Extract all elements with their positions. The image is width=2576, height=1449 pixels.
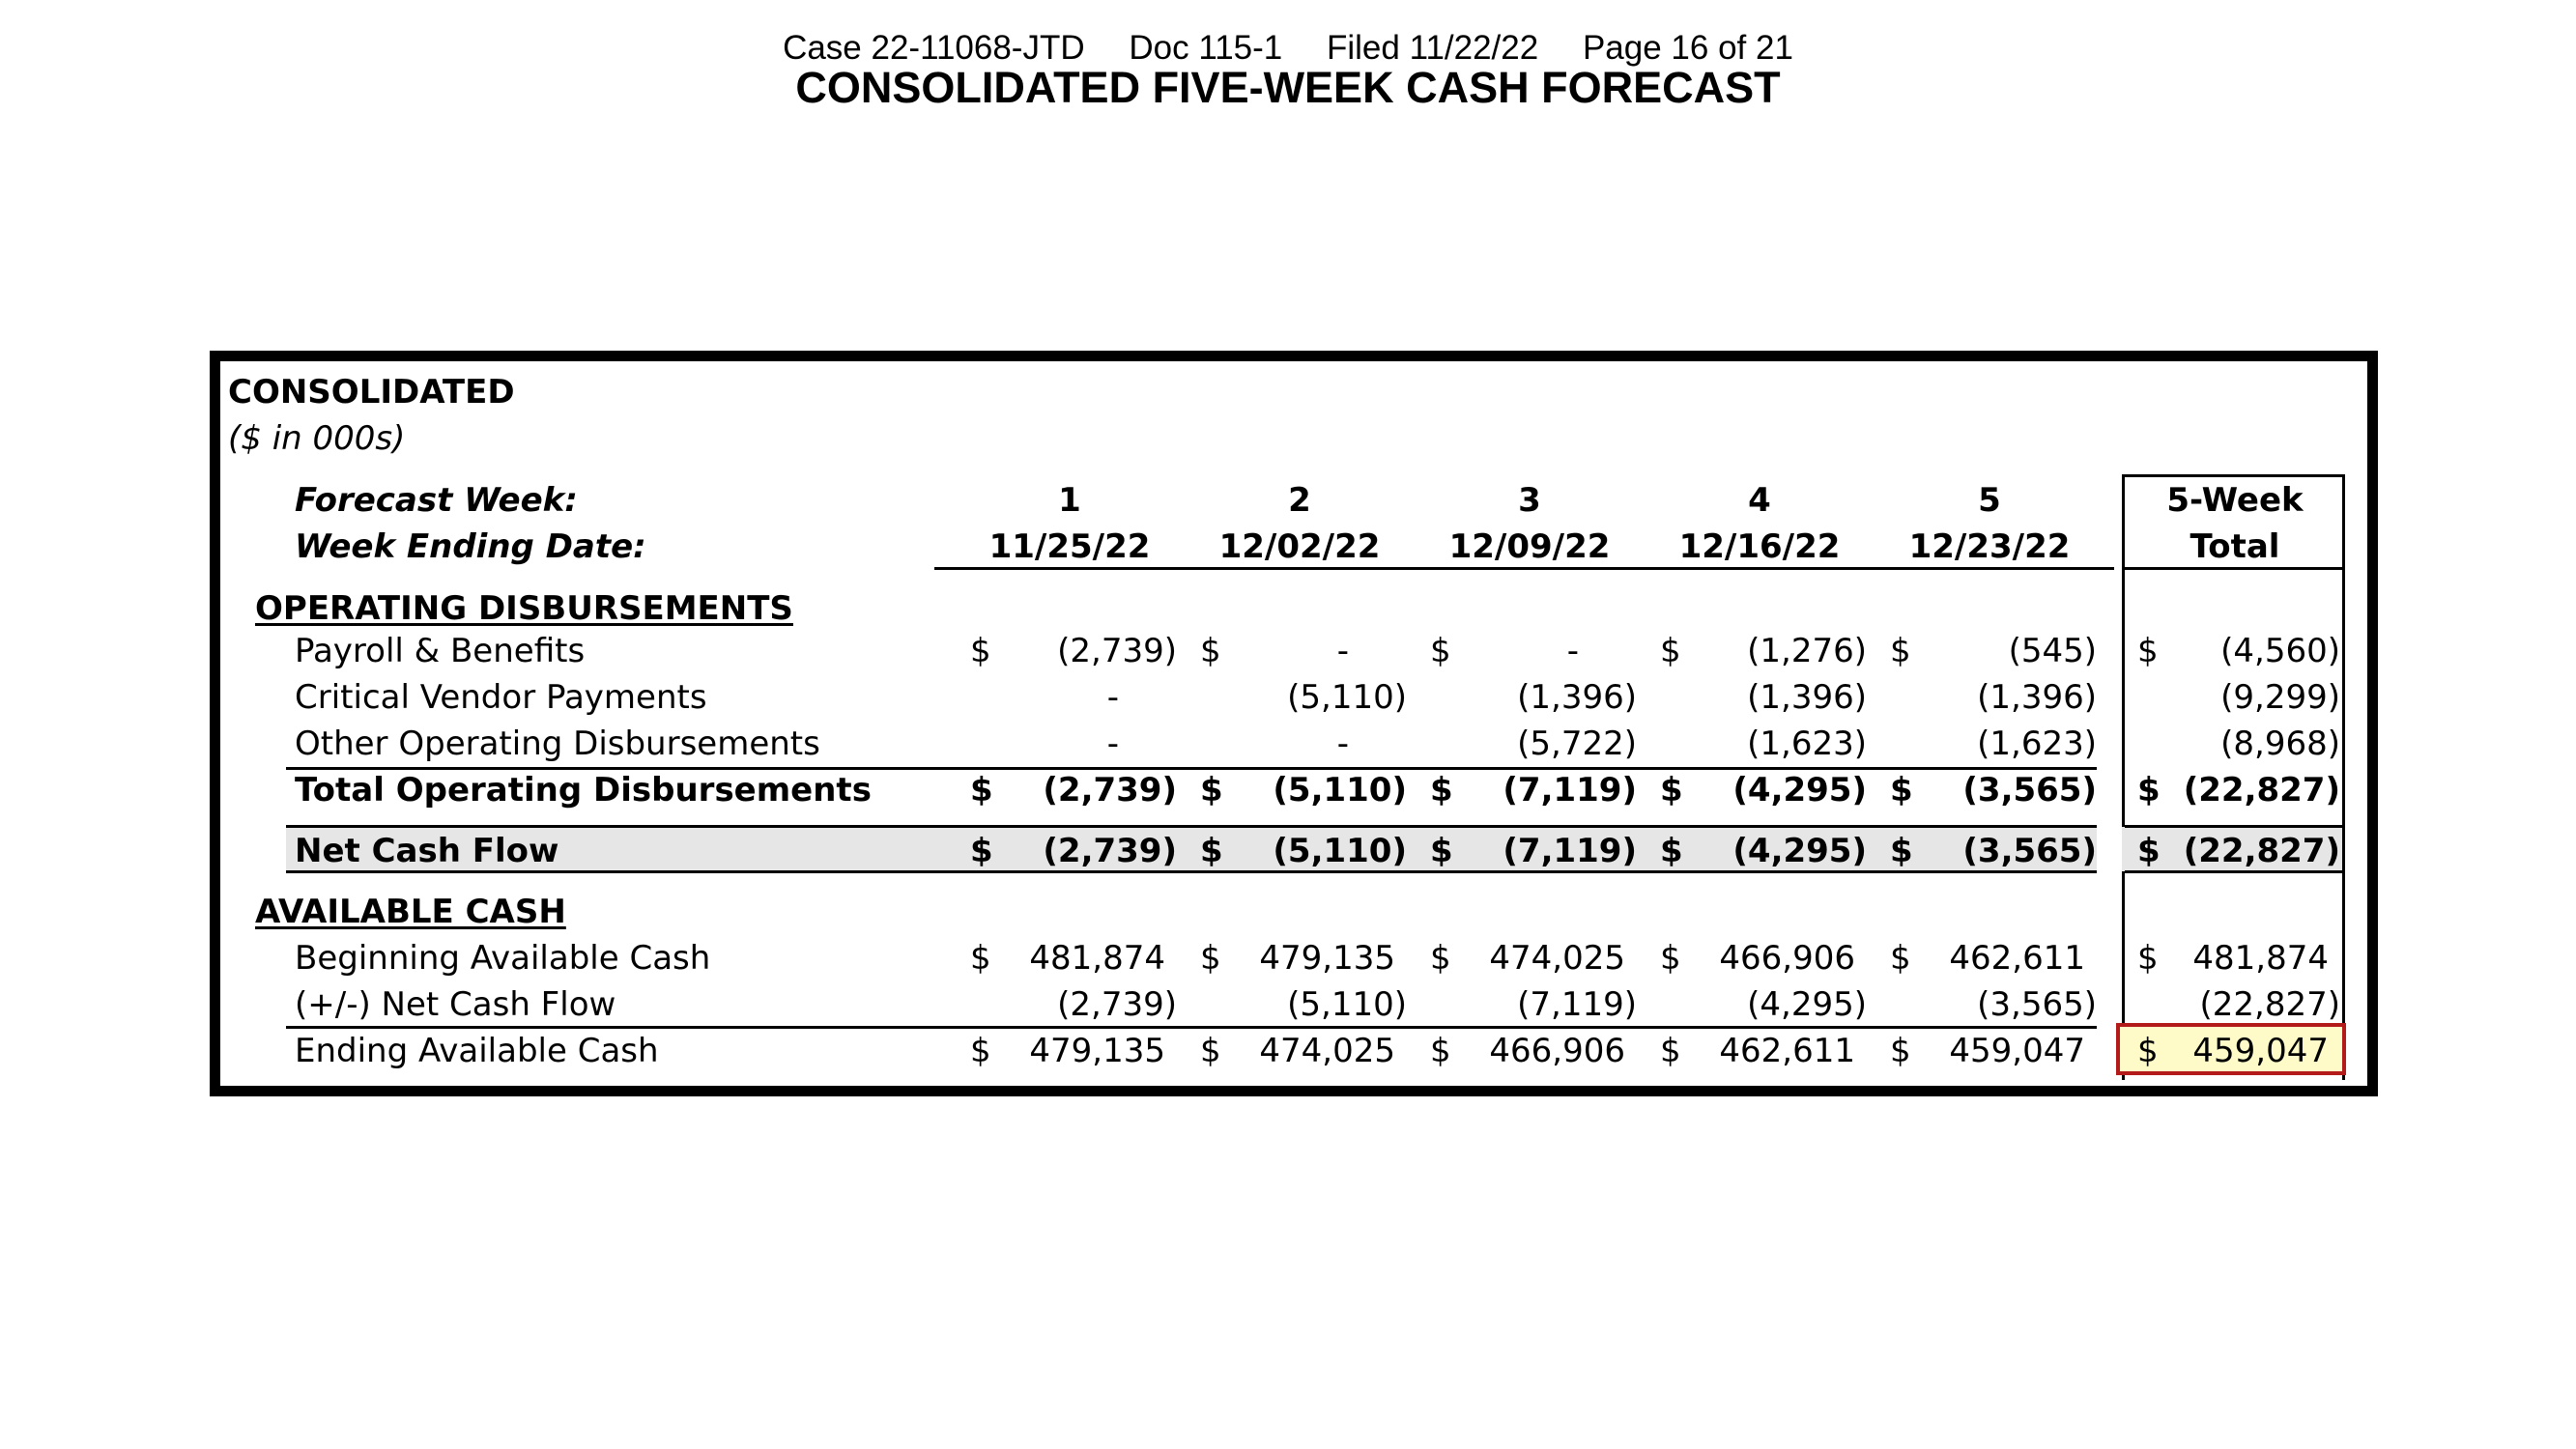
net-cash-flow-row-label: Net Cash Flow [295,832,559,870]
ending-cash-row-week-value: 459,047 [1949,1032,2085,1070]
other-disbursements-row-week-value: - [1336,724,1349,763]
beginning-cash-row-week-value: 481,874 [1029,939,1165,978]
ending-cash-row-week-value: 466,906 [1489,1032,1625,1070]
payroll-row-currency: $ [970,632,991,670]
case-header-line [0,29,2576,68]
ending-cash-row-label: Ending Available Cash [295,1032,659,1070]
ending-cash-row-currency: $ [1430,1032,1451,1070]
page-title: CONSOLIDATED FIVE-WEEK CASH FORECAST [795,63,1781,112]
beginning-cash-row-week-value: 474,025 [1489,939,1625,978]
net-cash-flow-row-week-value: (3,565) [1962,832,2097,870]
payroll-row-currency: $ [1200,632,1221,670]
other-disbursements-row-total-value: (8,968) [2220,724,2340,763]
total-operating-row-total-currency: $ [2137,771,2161,810]
ending-cash-row-total-currency: $ [2137,1032,2159,1070]
net-cash-flow-adjustment-row-week-value: (2,739) [1057,985,1177,1024]
net-cash-flow-row-currency: $ [1430,832,1453,870]
payroll-row-currency: $ [1890,632,1911,670]
total-header-line2: Total [2190,527,2280,566]
week-number-header: 4 [1748,481,1771,520]
total-operating-row-currency: $ [1430,771,1453,810]
week-ending-label: Week Ending Date: [295,527,646,566]
units-label: ($ in 000s) [228,419,406,458]
net-cash-flow-bottom-rule [286,870,2097,873]
total-col-ncf-top-rule [2125,825,2342,828]
week-number-header: 2 [1288,481,1311,520]
beginning-cash-row-week-value: 466,906 [1719,939,1855,978]
total-box-header-line [2122,567,2345,570]
ending-cash-row-currency: $ [1660,1032,1681,1070]
other-disbursements-row-week-value: - [1106,724,1119,763]
total-operating-row-week-value: (3,565) [1962,771,2097,810]
net-cash-flow-row-currency: $ [1660,832,1683,870]
forecast-week-label: Forecast Week: [295,481,578,520]
total-operating-row-currency: $ [1660,771,1683,810]
week-number-header: 5 [1978,481,2001,520]
ending-cash-row-total-value: 459,047 [2192,1032,2329,1070]
net-cash-flow-row-currency: $ [970,832,993,870]
net-cash-flow-top-rule [286,825,2097,828]
ending-cash-row-week-value: 474,025 [1259,1032,1395,1070]
available-cash-section-heading: AVAILABLE CASH [255,893,566,931]
payroll-row-label: Payroll & Benefits [295,632,586,670]
net-cash-flow-row-week-value: (2,739) [1043,832,1177,870]
payroll-row-week-value: (2,739) [1057,632,1177,670]
ending-cash-row-currency: $ [1200,1032,1221,1070]
payroll-row-week-value: - [1566,632,1579,670]
payroll-row-currency: $ [1430,632,1451,670]
net-cash-flow-adjustment-row-total-value: (22,827) [2199,985,2340,1024]
entity-label: CONSOLIDATED [228,373,515,412]
payroll-row-total-currency: $ [2137,632,2159,670]
beginning-cash-row-total-value: 481,874 [2192,939,2329,978]
payroll-row-currency: $ [1660,632,1681,670]
ending-cash-row-currency: $ [970,1032,991,1070]
week-number-header: 3 [1518,481,1541,520]
header-underline [934,567,2114,570]
page-number: Page 16 of 21 [1582,29,1793,67]
vendor-payments-row-week-value: (1,396) [1977,678,2097,717]
beginning-cash-row-total-currency: $ [2137,939,2159,978]
beginning-cash-row-currency: $ [1430,939,1451,978]
operating-section-heading: OPERATING DISBURSEMENTS [255,589,793,628]
payroll-row-week-value: - [1336,632,1349,670]
case-number: Case 22-11068-JTD [783,29,1085,67]
net-cash-flow-row-week-value: (7,119) [1503,832,1637,870]
beginning-cash-row-currency: $ [1660,939,1681,978]
payroll-row-total-value: (4,560) [2220,632,2340,670]
beginning-cash-row-currency: $ [1890,939,1911,978]
week-ending-date-header: 12/02/22 [1218,527,1381,566]
vendor-payments-row-week-value: (1,396) [1747,678,1867,717]
doc-number: Doc 115-1 [1129,29,1283,67]
total-box-right [2342,474,2345,1080]
beginning-cash-row-label: Beginning Available Cash [295,939,711,978]
filed-date: Filed 11/22/22 [1326,29,1539,67]
ending-cash-row-week-value: 479,135 [1029,1032,1165,1070]
net-cash-flow-row-total-currency: $ [2137,832,2161,870]
week-ending-date-header: 12/16/22 [1678,527,1841,566]
total-col-ncf-bottom-rule [2125,870,2342,873]
net-cash-flow-adjustment-row-label: (+/-) Net Cash Flow [295,985,616,1024]
payroll-row-week-value: (545) [2008,632,2097,670]
net-cash-flow-row-week-value: (4,295) [1732,832,1867,870]
total-operating-row-currency: $ [1890,771,1913,810]
net-cash-flow-adjustment-row-week-value: (4,295) [1747,985,1867,1024]
week-number-header: 1 [1058,481,1081,520]
vendor-payments-row-week-value: - [1106,678,1119,717]
total-operating-row-currency: $ [970,771,993,810]
net-cash-flow-row-currency: $ [1890,832,1913,870]
other-disbursements-row-week-value: (5,722) [1517,724,1637,763]
net-cash-flow-row-week-value: (5,110) [1273,832,1407,870]
ending-cash-row-week-value: 462,611 [1719,1032,1855,1070]
total-operating-row-week-value: (2,739) [1043,771,1177,810]
total-operating-row-week-value: (7,119) [1503,771,1637,810]
total-operating-row-label: Total Operating Disbursements [295,771,872,810]
vendor-payments-row-week-value: (1,396) [1517,678,1637,717]
total-header-line1: 5-Week [2166,481,2304,520]
total-operating-row-currency: $ [1200,771,1223,810]
net-cash-flow-row-currency: $ [1200,832,1223,870]
beginning-cash-row-week-value: 462,611 [1949,939,2085,978]
net-cash-flow-adjustment-row-week-value: (5,110) [1287,985,1407,1024]
vendor-payments-row-label: Critical Vendor Payments [295,678,707,717]
other-disbursements-row-week-value: (1,623) [1747,724,1867,763]
beginning-cash-row-week-value: 479,135 [1259,939,1395,978]
total-operating-row-total-value: (22,827) [2183,771,2340,810]
ending-cash-row-currency: $ [1890,1032,1911,1070]
total-box-top [2122,474,2345,477]
other-disbursements-row-week-value: (1,623) [1977,724,2097,763]
net-cash-flow-row-total-value: (22,827) [2183,832,2340,870]
payroll-row-week-value: (1,276) [1747,632,1867,670]
beginning-cash-row-currency: $ [1200,939,1221,978]
vendor-payments-row-total-value: (9,299) [2220,678,2340,717]
other-disbursements-row-label: Other Operating Disbursements [295,724,820,763]
beginning-cash-row-currency: $ [970,939,991,978]
week-ending-date-header: 12/23/22 [1908,527,2071,566]
vendor-payments-row-week-value: (5,110) [1287,678,1407,717]
week-ending-date-header: 11/25/22 [988,527,1151,566]
total-operating-row-week-value: (4,295) [1732,771,1867,810]
net-cash-flow-adjustment-row-week-value: (3,565) [1977,985,2097,1024]
total-operating-row-week-value: (5,110) [1273,771,1407,810]
week-ending-date-header: 12/09/22 [1448,527,1611,566]
ending-cash-top-rule [286,1026,2097,1029]
net-cash-flow-adjustment-row-week-value: (7,119) [1517,985,1637,1024]
total-box-left [2122,474,2125,1080]
total-op-top-rule [286,767,2097,770]
